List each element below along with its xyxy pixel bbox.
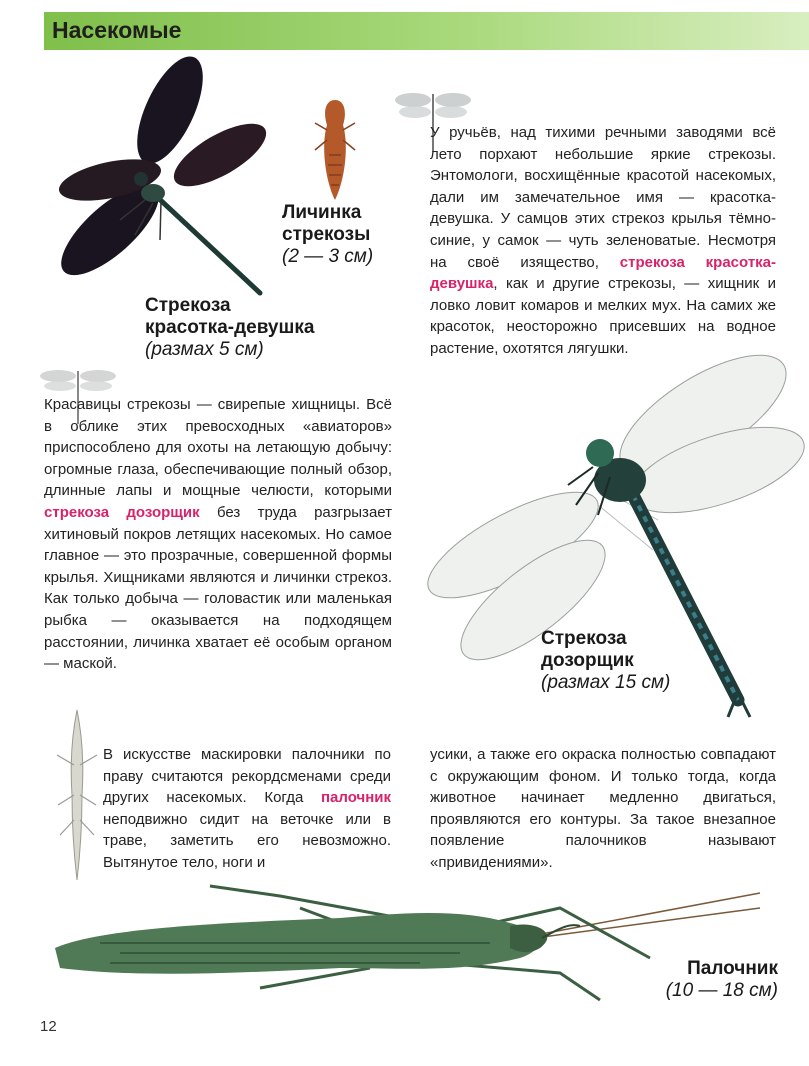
paragraph-stick-text-2: неподвижно сидит на веточке или в траве, заметить его невозможно. Вытянутое тело, ноги и bbox=[103, 810, 391, 871]
chapter-header-bar bbox=[44, 12, 809, 50]
damselfly-caption bbox=[145, 295, 314, 361]
page-number: 12 bbox=[40, 1018, 57, 1035]
stick-insect-caption bbox=[600, 958, 778, 1002]
damselfly-name-line2: красотка-девушка bbox=[145, 317, 315, 338]
damselfly-name-line1: Стрекоза bbox=[145, 295, 231, 316]
stick-insect-sketch bbox=[52, 705, 102, 885]
paragraph-damselfly-text-2: , как и другие стрекозы, — хищник и ловко ловит комаров и мелких мух. На самих же красоток, неосторожно присевших на водное растение, охотятся лягушки. bbox=[430, 275, 776, 357]
paragraph-damselfly bbox=[430, 122, 776, 360]
paragraph-stick-insect-2 bbox=[430, 744, 776, 874]
damselfly-illustration bbox=[25, 55, 275, 305]
highlight-hawker: стрекоза дозорщик bbox=[44, 503, 200, 521]
larva-size: (2 — 3 см) bbox=[282, 246, 374, 267]
hawker-name-line2: дозорщик bbox=[541, 650, 634, 671]
paragraph-damselfly-text-1: У ручьёв, над тихими речными заводями всё лето порхают небольшие яркие стрекозы. Энтомологи, восхищённые красотой насекомых, дали им замечательное имя — красотка-девушка. У самцов этих стрекоз крылья тёмно-синие, у самок — чуть зеленоватые. Несмотря на своё изящество, bbox=[430, 124, 776, 271]
paragraph-stick-insect-1 bbox=[103, 744, 391, 874]
larva-caption bbox=[282, 202, 373, 268]
stick-insect-name: Палочник bbox=[687, 958, 778, 979]
hawker-name-line1: Стрекоза bbox=[541, 628, 627, 649]
hawker-caption bbox=[541, 628, 670, 694]
paragraph-hawker bbox=[44, 394, 392, 675]
damselfly-size: (размах 5 см) bbox=[145, 339, 264, 360]
paragraph-hawker-text-2: без труда разгрызает хитиновый покров летящих насекомых. Но самое главное — это прозрачные, совершенной формы крылья. Хищниками являются и личинки стрекоз. Как только добыча — головастик или маленькая рыбка — оказывается на подходящем расстоянии, личинка хватает её особым органом — маской. bbox=[44, 503, 392, 673]
hawker-size: (размах 15 см) bbox=[541, 672, 671, 693]
stick-insect-size: (10 — 18 см) bbox=[665, 980, 778, 1001]
paragraph-stick-text-3: усики, а также его окраска полностью совпадают с окружающим фоном. И только тогда, когда животное начинает медленно двигаться, проявляются его контуры. За такое внезапное появление палочников называют «привидениями». bbox=[430, 746, 776, 871]
highlight-damselfly: стрекоза красотка-девушка bbox=[430, 253, 777, 293]
chapter-title: Насекомые bbox=[52, 17, 182, 43]
larva-name-line1: Личинка bbox=[282, 202, 362, 223]
larva-name-line2: стрекозы bbox=[282, 224, 371, 245]
paragraph-stick-text-1: В искусстве маскировки палочники по праву считаются рекордсменами среди других насекомых. Когда bbox=[103, 746, 391, 807]
paragraph-hawker-text-1: Красавицы стрекозы — свирепые хищницы. Всё в облике этих превосходных «авиаторов» приспособлено для охоты на летающую добычу: огромные глаза, обеспечивающие полный обзор, длинные лапы и мощные челюсти, которыми bbox=[44, 396, 392, 500]
dragonfly-larva-illustration bbox=[315, 95, 355, 205]
highlight-stick-insect: палочник bbox=[320, 789, 391, 807]
